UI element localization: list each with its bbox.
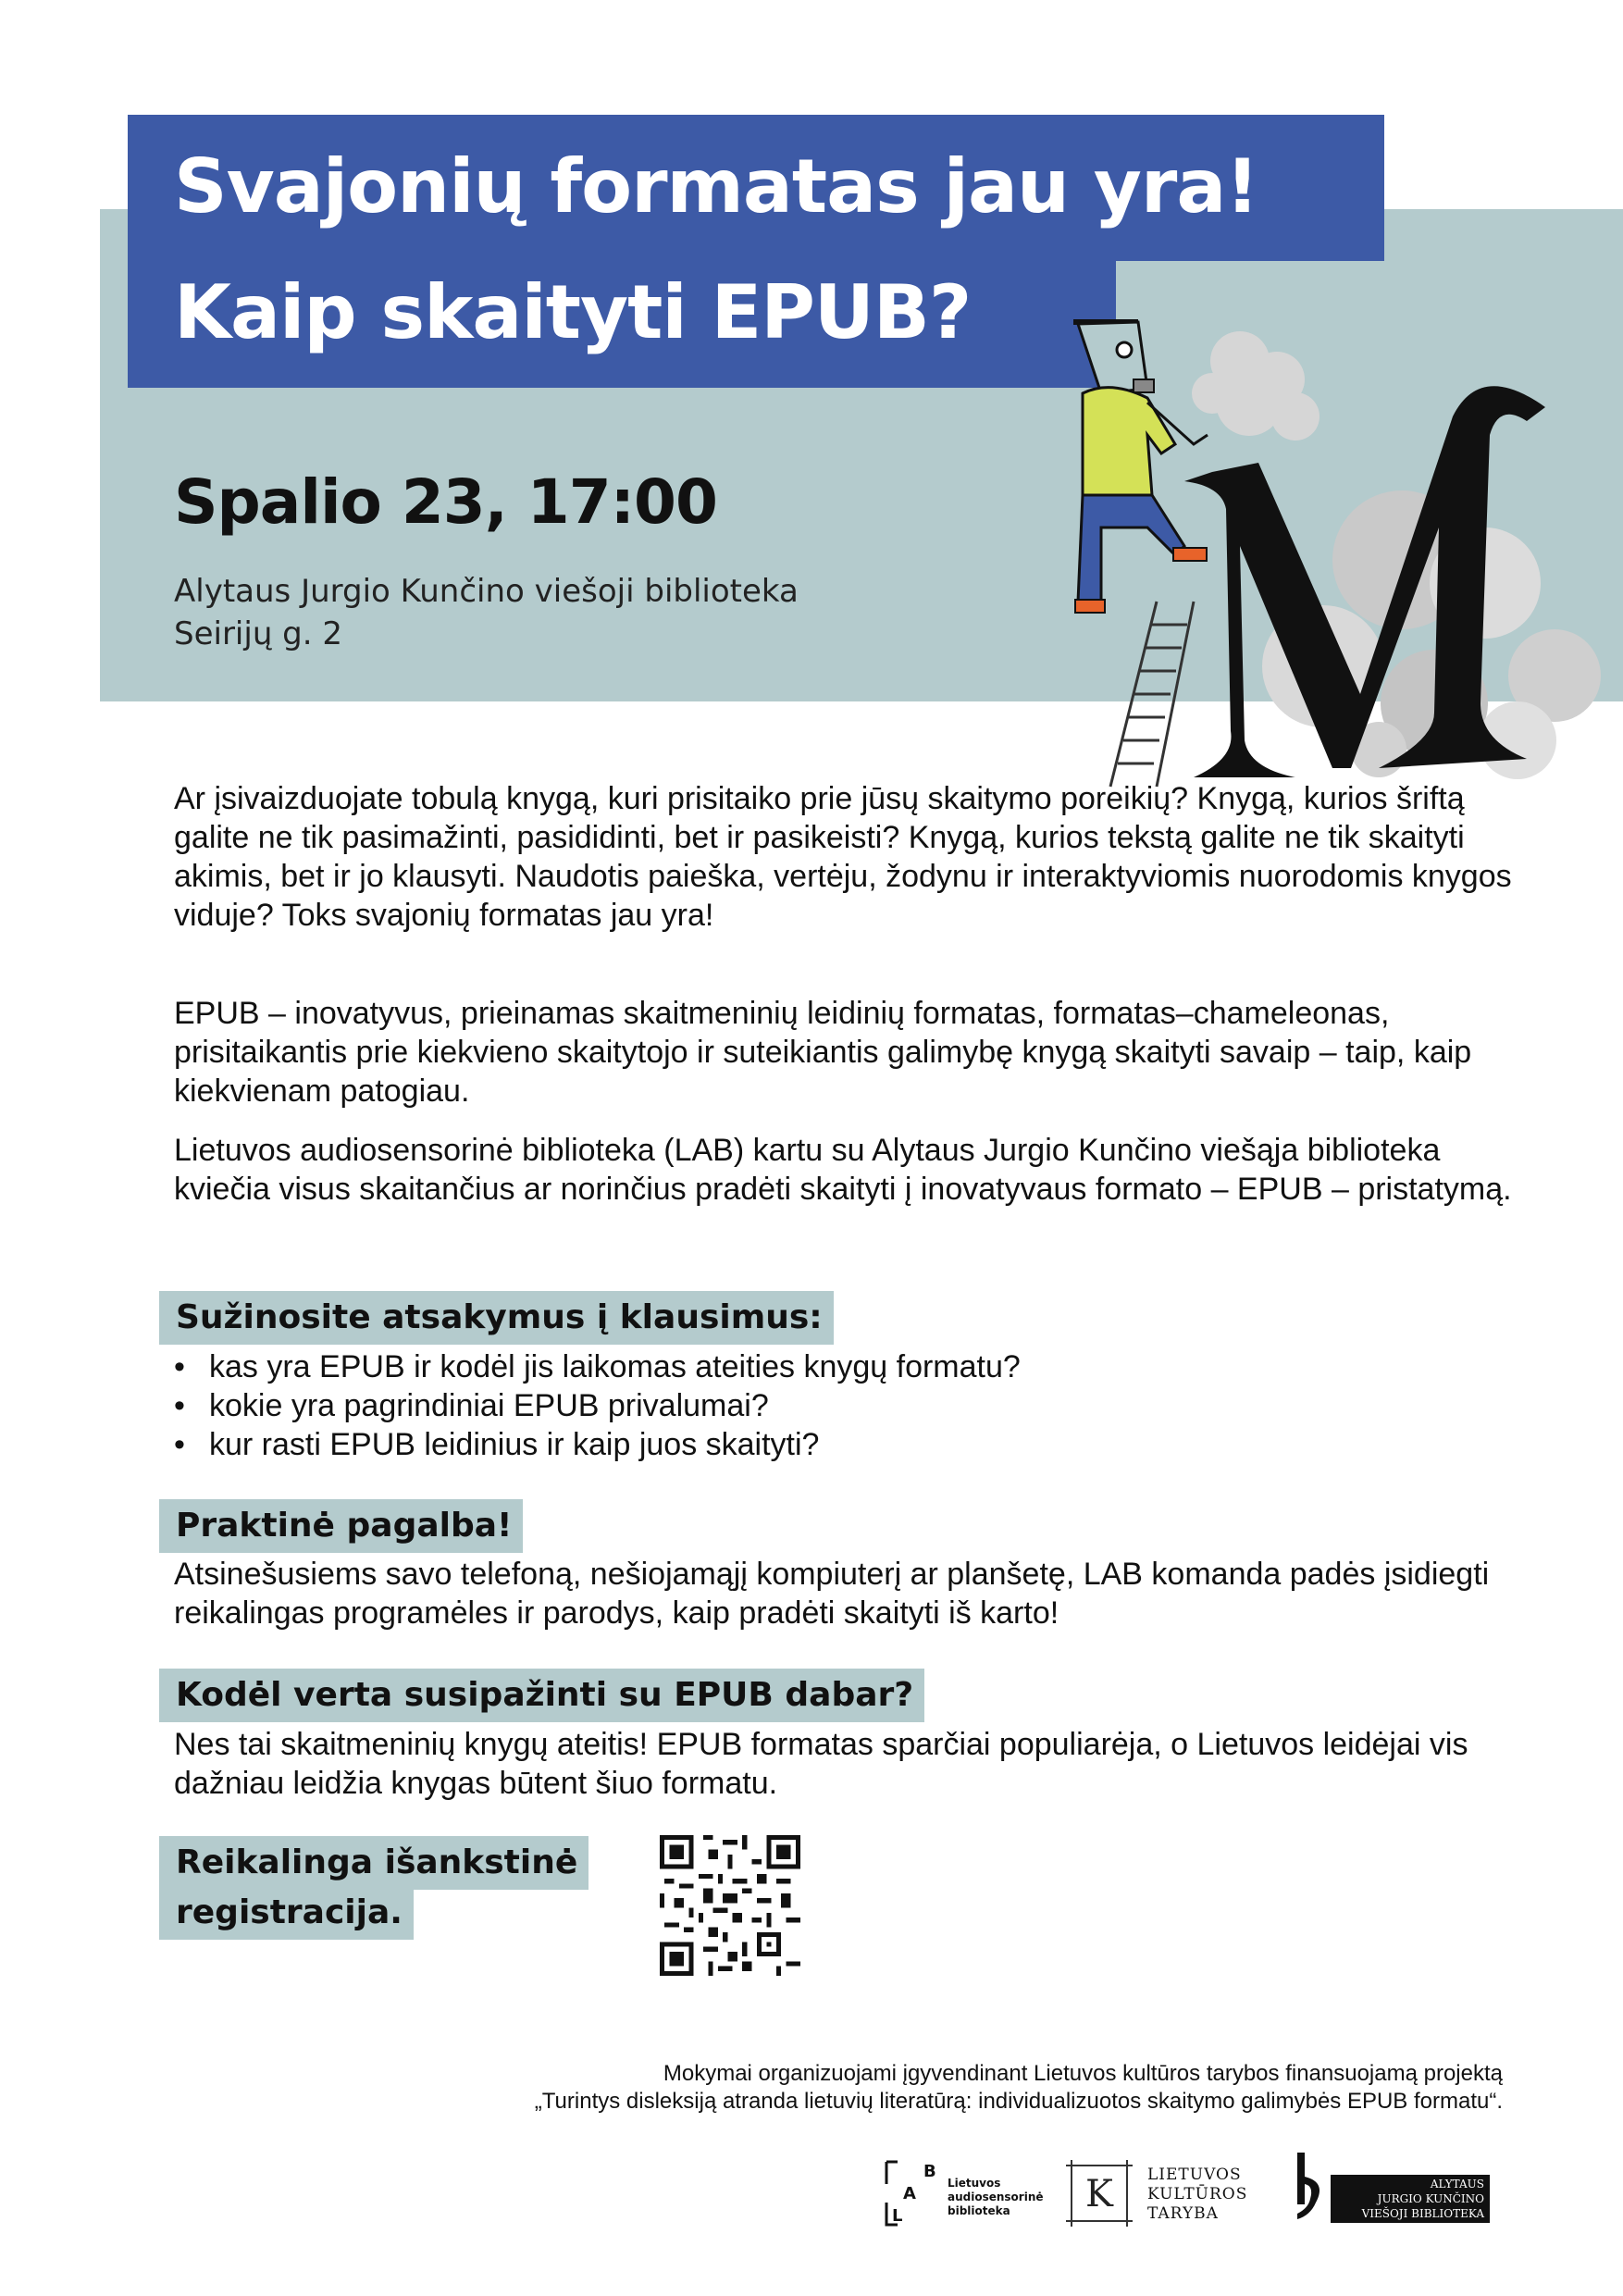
page-title-line-1: Svajonių formatas jau yra! (174, 143, 1258, 230)
list-item: • kokie yra pagrindiniai EPUB privalumai? (174, 1386, 1021, 1425)
reader-figure-icon (1073, 319, 1208, 613)
venue-name: Alytaus Jurgio Kunčino viešoji biblioteka (174, 573, 799, 610)
intro-paragraph-1: Ar įsivaizduojate tobulą knygą, kuri prisitaiko prie jūsų skaitymo poreikių? Knygą, kurios šriftą galite ne tik pasimažinti, pasididinti, bet ir pasikeisti? Knygą, kurios tekstą galite ne tik skaityti akimis, bet ir jo klausyti. Naudotis paieška, vertėju, žodynu ir interaktyviomis nuorodomis knygos viduje? Toks svajonių formatas jau yra! (174, 781, 1512, 933)
help-text: Atsinešusiems savo telefoną, nešiojamąjį kompiuterį ar planšetę, LAB komanda padės įsidiegti reikalingas programėles ir parodys, kaip pradėti skaityti iš karto! (174, 1557, 1490, 1631)
list-item: • kur rasti EPUB leidinius ir kaip juos skaityti? (174, 1425, 1021, 1464)
alytus-logo-text-3: VIEŠOJI BIBLIOTEKA (1361, 2207, 1484, 2220)
lkt-logo-letter: K (1085, 2173, 1113, 2215)
why-heading: Kodėl verta susipažinti su EPUB dabar? (159, 1669, 924, 1722)
registration-line-2: registracija. (159, 1886, 414, 1940)
venue-address: Seirijų g. 2 (174, 615, 343, 652)
reader-on-ladder-illustration (1046, 305, 1601, 796)
alytus-library-logo (1292, 2149, 1492, 2225)
lab-logo-letter-a: A (903, 2184, 916, 2203)
why-text: Nes tai skaitmeninių knygų ateitis! EPUB formatas sparčiai populiarėja, o Lietuvos leidėjai vis dažniau leidžia knygas būtent šiuo formatu. (174, 1727, 1468, 1801)
event-date-time: Spalio 23, 17:00 (174, 466, 717, 538)
alytus-library-logo-icon (1292, 2149, 1329, 2225)
lkt-logo (1064, 2156, 1249, 2230)
ladder-icon (1110, 602, 1194, 787)
page-title-line-2: Kaip skaityti EPUB? (174, 269, 972, 355)
lab-logo-text-3: biblioteka (948, 2204, 1010, 2217)
lab-logo-text-1: Lietuvos (948, 2177, 1001, 2190)
questions-list (174, 1347, 1021, 1464)
lab-logo-letter-b: B (923, 2162, 936, 2181)
qr-code-icon[interactable] (660, 1835, 800, 1976)
lkt-logo-text-2: KULTŪROS (1147, 2185, 1248, 2203)
lkt-logo-text-1: LIETUVOS (1147, 2166, 1242, 2184)
lab-logo (881, 2156, 1044, 2230)
footer-line-1: Mokymai organizuojami įgyvendinant Lietuvos kultūros tarybos finansuojamą projektą (663, 2061, 1503, 2086)
registration-line-1: Reikalinga išankstinė (159, 1836, 588, 1890)
intro-paragraph-2: EPUB – inovatyvus, prieinamas skaitmeninių leidinių formatas, formatas–chameleonas, prisitaikantis prie kiekvieno skaitytojo ir suteikiantis galimybę knygą skaityti savaip – taip, kaip kiekvienam patogiau. (174, 996, 1472, 1109)
footer-line-2: „Turintys disleksiją atranda lietuvių literatūrą: individualizuotos skaitymo galimybės EPUB formatu“. (534, 2089, 1503, 2114)
lkt-logo-text-3: TARYBA (1147, 2204, 1219, 2223)
alytus-logo-text-2: JURGIO KUNČINO (1377, 2192, 1484, 2205)
questions-heading: Sužinosite atsakymus į klausimus: (159, 1291, 834, 1345)
intro-paragraph-3: Lietuvos audiosensorinė biblioteka (LAB) kartu su Alytaus Jurgio Kunčino viešąja biblioteka kviečia visus skaitančius ar norinčius pradėti skaityti į inovatyvaus formato – EPUB – pristatymą. (174, 1133, 1512, 1207)
list-item: • kas yra EPUB ir kodėl jis laikomas ateities knygų formatu? (174, 1347, 1021, 1386)
alytus-logo-text-1: ALYTAUS (1430, 2178, 1484, 2191)
help-heading: Praktinė pagalba! (159, 1499, 523, 1553)
lab-logo-letter-l: L (892, 2206, 903, 2226)
registration-notice (159, 1836, 588, 1940)
lab-logo-text-2: audiosensorinė (948, 2191, 1044, 2203)
lkt-logo-icon (1064, 2158, 1134, 2228)
lab-logo-icon (881, 2156, 942, 2230)
